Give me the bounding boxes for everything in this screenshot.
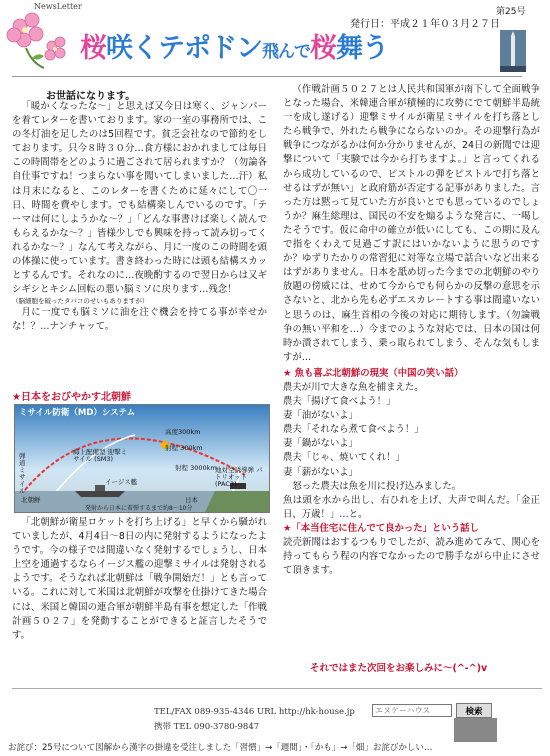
search-input[interactable] — [372, 704, 452, 717]
md-label-north-korea: 北朝鮮 — [21, 496, 41, 504]
md-label-altitude: 高度300km — [165, 428, 201, 436]
title-taepodong: テポドン — [158, 33, 262, 64]
right-column — [283, 83, 540, 578]
md-system-diagram — [14, 404, 270, 513]
dialogue-line: 農夫「それなら煮て食べよう！」 — [283, 424, 424, 436]
footer-divider — [12, 688, 542, 689]
title-sakura-1: 桜 — [80, 33, 106, 64]
missile-paragraph: 「北朝鮮が衛星ロケットを打ち上げる」と早くから騒がれていましたが、4月4日～8日の内に発射するようになったようです。今の様子では間違いなく発射するでしょうし、日本上空を通過するならイージス艦の迎撃ミサイルは発射されるようです。そうなれば北朝鮮は「戦争開始だ！」とも言っている。これに対して米国は北朝鮮が攻撃を仕掛けてきた場合には、米国と韓国の連合軍が朝鮮半島有事を想定した「作戦計画５０２７」を発動することができると証言したそうです。 — [12, 517, 267, 641]
title-tonde: 飛んで — [262, 42, 310, 62]
dialogue-line: 妻「鍋がないよ」 — [283, 438, 359, 450]
dialogue-line: 農夫が川で大きな魚を捕まえた。 — [283, 381, 424, 393]
header-divider — [12, 76, 522, 77]
md-label-range-300: 射程 300km — [165, 444, 203, 452]
dialogue-line: 妻「油がないよ」 — [283, 410, 359, 422]
md-label-range-3000: 射程 3000km — [175, 464, 217, 472]
title-mau: 舞う — [336, 33, 388, 64]
greeting-heading: お世話になります。 — [46, 91, 136, 102]
closing-message: それではまた次回をお楽しみに～(^-^)v — [310, 663, 488, 674]
title-sakura-2: 桜 — [310, 33, 336, 64]
md-label-japan: 日本 — [185, 496, 198, 504]
issue-number: 第25号 — [496, 7, 526, 17]
title-saku: 咲く — [106, 33, 158, 64]
fish-line: 魚は頭を水から出し、右ひれを上げ、大声で叫んだ。「金正日、万歳！」…と。 — [283, 494, 540, 520]
md-label-sm3: 海上配備型 迎撃ミサイル (SM3) — [73, 448, 128, 463]
greeting-closing: 月に一度でも脳ミソに油を注ぐ機会を持てる事が幸せかな！？…ナンチャッて。 — [12, 307, 267, 333]
housing-paragraph: 読売新聞はおするつもりでしたが、読み進めてみて、関心を持ってもらう程の内容でなかったので勝手ながら中止にさせて頂きます。 — [283, 537, 540, 577]
rocket-tower-icon — [500, 30, 526, 72]
md-diagram-caption: 発射から日本に着弾するまで約8～10分 — [85, 505, 193, 512]
search-button[interactable]: 検索 — [456, 703, 492, 718]
website-thumbnail — [454, 718, 497, 742]
issue-date: 発行日：平成２１年０３月２７日 — [350, 19, 500, 30]
cherry-blossom-icon — [2, 8, 76, 70]
section-title-housing: ★「本当住宅に住んでて良かった」という話し — [283, 522, 479, 534]
left-column-lower — [12, 516, 267, 643]
contact-mobile: 携帯 TEL 090-3780-9847 — [154, 722, 260, 732]
farmer-action: 怒った農夫は魚を川に投げ込みました。 — [292, 480, 462, 492]
dialogue-line: 農夫「じゃ、焼いてくれ！」 — [283, 452, 405, 464]
smoke-note: （脳細胞を破ったタバコのせいもありますが） — [12, 297, 149, 306]
md-label-ballistic-missile: 弾道ミサイル — [19, 452, 26, 495]
md-label-pac3: 地対空誘導弾 パトリオット (PAC3) — [215, 466, 263, 488]
md-diagram-graphic — [15, 405, 269, 512]
left-column — [12, 100, 267, 335]
contact-tel-url: TEL/FAX 089-935-4346 URL http://hk-house.jp — [154, 707, 355, 717]
md-label-aegis: イージス艦 — [105, 478, 138, 486]
newsletter-label: NewsLetter — [34, 2, 82, 11]
md-diagram-title: ミサイル防衛（MD）システム — [19, 408, 136, 418]
operation-plan-paragraph: （作戦計画５０２７とは人民共和国軍が南下して全面戦争となった場合、米韓連合軍が積極的に攻勢にでて朝鮮半島統一を成し遂げる）迎撃ミサイルが衛星ミサイルを打ち落としたら戦争で、外れたら戦争にならないのか。その迎撃行為が戦争につながるかは何か分かりませんが、24日の新聞では迎撃について「実験では今から打ちますよ。」と言ってくれるから成功しているので、ピストルの弾をピストルで打ち落とせるはずが無い」と政府筋が否定する記事がありました。言った方は黙って見ていた方が良いとでも思っているのでしょうか？麻生総理は、国民の不安を煽るような発言に、一喝したそうです。仮に命中の確立が低いにしても、この期に及んで指をくわえて見過ごす訳にはいかないように思うのですか？ゆずりたかりの常習犯に対等な立場で話合いなど出来るはずがありません。日本を舐め切った今までの北朝鮮のやり放題の傍威には、せめて今からでも何らかの反撃の意思を示さないと、北から先も必ずエスカレートする事は間違いないと思うのは、麻生首相の今後の対応に期待します。（勿論戦争の無い平和を…）今までのような対応では、日本の国は何時か潰されてしまう、乗っ取られてしまう、そんな気もしますが… — [283, 84, 540, 363]
dialogue-line: 農夫「揚げて食べよう！」 — [283, 396, 396, 408]
page-title — [80, 26, 388, 65]
dialogue-line: 妻「薪がないよ」 — [283, 466, 359, 478]
greeting-paragraph: 「暖かくなったな～」と思えば又今日は寒く、ジャンパーを着てレターを書いております。家の一室の事務所では、この冬灯油を足したのは5回程です。貧乏会社なので節約をしております。只今８時３０分…食方様におかれましては毎日この時間帯をどのように過ごされて居られますか？（勿論各自仕事ですね！つまらない事を聞いてしまいました…汗）私は月末になると、このレターを書くために延々にして〇一日、時間を費やします。でも結構楽しんでいるのです。「テーマは何にしようかな～？」「どんな事書けば楽しく読んでもらえるかな～？」皆様少しでも興味を持って読み切ってくれるかな～？」なんて考えながら、月に一度のこの時間を頭の体操に使っています。書き終わった時には頭も結構スカッとするんです。それなのに…夜晩酌するので翌日からは又ギシギシとキシム回転の悪い脳ミソに戻ります…残念！ — [12, 101, 267, 296]
apology-note: お詫び：25号について図解から漢字の掛違を受注しました「習慣」→「週間」・「かも」→「畑」お詫びかしい… — [8, 743, 433, 753]
section-title-fish-joke: ★ 魚も喜ぶ北朝鮮の現実（中国の笑い話） — [283, 367, 464, 379]
section-title-north-korea: ★日本をおびやかす北朝鮮 — [12, 392, 131, 403]
